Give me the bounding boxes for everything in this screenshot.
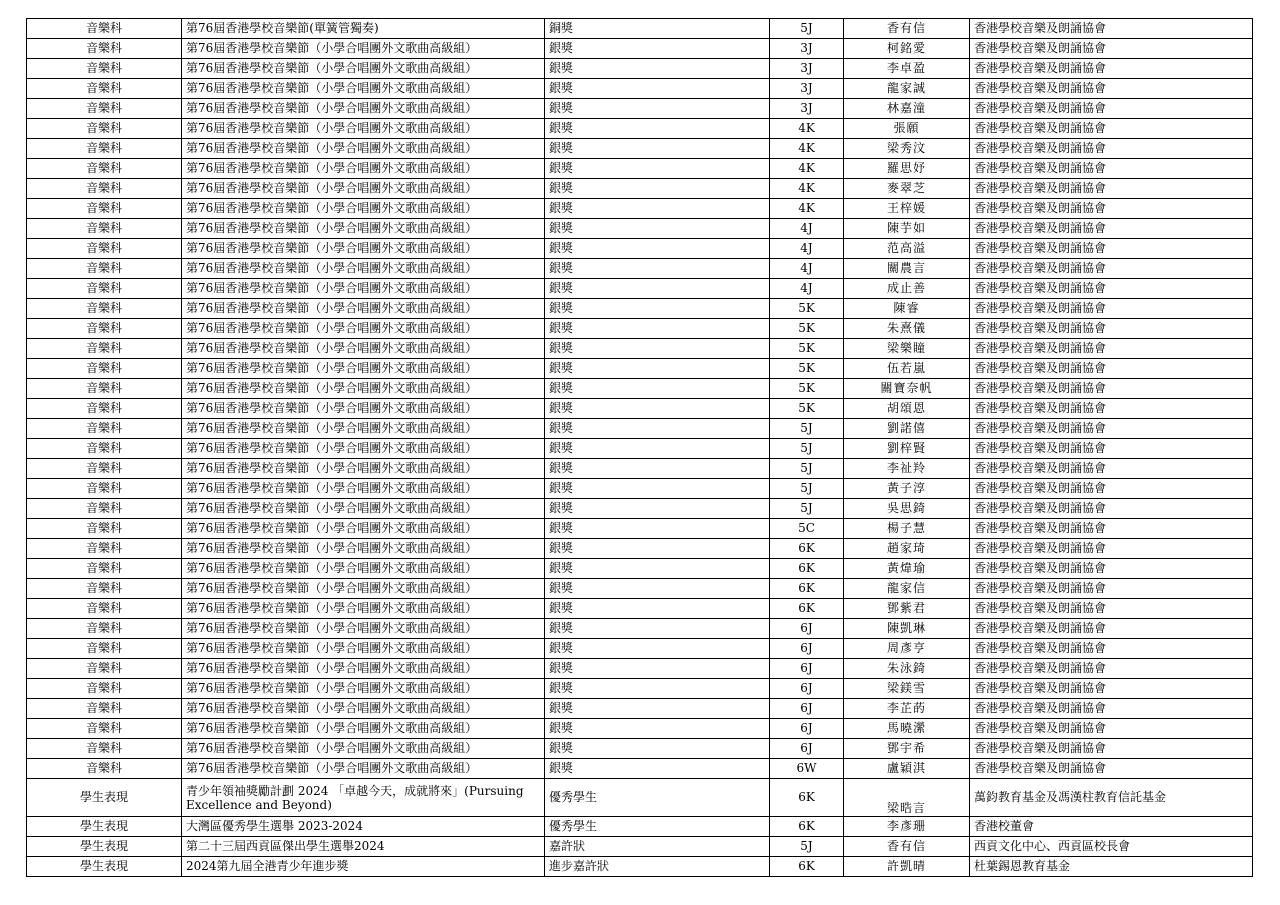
organizer-cell: 香港學校音樂及朗誦協會 [970,719,1253,739]
event-cell: 第76屆香港學校音樂節（小學合唱團外文歌曲高級組） [182,299,545,319]
table-row [27,559,1253,579]
organizer-cell: 香港學校音樂及朗誦協會 [970,419,1253,439]
award-cell: 銀獎 [545,379,770,399]
table-row [27,179,1253,199]
subject-cell: 音樂科 [27,679,182,699]
event-cell: 第76屆香港學校音樂節（小學合唱團外文歌曲高級組） [182,459,545,479]
class-cell: 5K [770,319,844,339]
table-row [27,539,1253,559]
table-row [27,59,1253,79]
event-cell: 第76屆香港學校音樂節（小學合唱團外文歌曲高級組） [182,359,545,379]
subject-cell: 音樂科 [27,159,182,179]
student-name-cell: 羅思妤 [844,159,970,179]
award-cell: 銀獎 [545,499,770,519]
class-cell: 5J [770,439,844,459]
organizer-cell: 香港學校音樂及朗誦協會 [970,659,1253,679]
event-cell: 第76屆香港學校音樂節（小學合唱團外文歌曲高級組） [182,139,545,159]
event-cell: 第76屆香港學校音樂節（小學合唱團外文歌曲高級組） [182,419,545,439]
student-name-cell: 陳睿 [844,299,970,319]
student-name-cell: 李卓盈 [844,59,970,79]
organizer-cell: 香港學校音樂及朗誦協會 [970,759,1253,779]
student-name-cell: 關寶奈帆 [844,379,970,399]
event-cell: 第76屆香港學校音樂節（小學合唱團外文歌曲高級組） [182,159,545,179]
event-cell: 第76屆香港學校音樂節（小學合唱團外文歌曲高級組） [182,479,545,499]
table-row [27,419,1253,439]
event-cell: 第76屆香港學校音樂節(單簧管獨奏) [182,19,545,39]
class-cell: 6K [770,559,844,579]
subject-cell: 音樂科 [27,639,182,659]
student-name-cell: 胡頌恩 [844,399,970,419]
student-name-cell: 黃煒瑜 [844,559,970,579]
table-row [27,339,1253,359]
award-cell: 銀獎 [545,279,770,299]
award-cell: 銀獎 [545,239,770,259]
class-cell: 4K [770,199,844,219]
event-cell: 2024第九屆全港青少年進步獎 [182,857,545,877]
event-cell: 第76屆香港學校音樂節（小學合唱團外文歌曲高級組） [182,399,545,419]
subject-cell: 音樂科 [27,259,182,279]
student-name-cell: 梁鎂雪 [844,679,970,699]
class-cell: 5J [770,19,844,39]
table-row [27,759,1253,779]
award-cell: 銀獎 [545,459,770,479]
organizer-cell: 香港學校音樂及朗誦協會 [970,199,1253,219]
subject-cell: 音樂科 [27,579,182,599]
table-row [27,219,1253,239]
event-cell: 第76屆香港學校音樂節（小學合唱團外文歌曲高級組） [182,199,545,219]
class-cell: 6K [770,539,844,559]
award-cell: 銀獎 [545,399,770,419]
student-name-cell: 鄧紫君 [844,599,970,619]
event-cell: 第76屆香港學校音樂節（小學合唱團外文歌曲高級組） [182,179,545,199]
organizer-cell: 香港學校音樂及朗誦協會 [970,219,1253,239]
subject-cell: 音樂科 [27,559,182,579]
subject-cell: 音樂科 [27,399,182,419]
subject-cell: 音樂科 [27,299,182,319]
event-cell: 第76屆香港學校音樂節（小學合唱團外文歌曲高級組） [182,319,545,339]
subject-cell: 學生表現 [27,817,182,837]
event-cell: 第76屆香港學校音樂節（小學合唱團外文歌曲高級組） [182,119,545,139]
subject-cell: 音樂科 [27,279,182,299]
subject-cell: 音樂科 [27,439,182,459]
organizer-cell: 香港學校音樂及朗誦協會 [970,639,1253,659]
subject-cell: 音樂科 [27,659,182,679]
award-table-body [27,19,1253,877]
event-cell: 第76屆香港學校音樂節（小學合唱團外文歌曲高級組） [182,539,545,559]
table-row [27,837,1253,857]
student-name-cell: 吳思錡 [844,499,970,519]
award-cell: 銀獎 [545,339,770,359]
class-cell: 4K [770,119,844,139]
organizer-cell: 香港學校音樂及朗誦協會 [970,39,1253,59]
event-cell: 第76屆香港學校音樂節（小學合唱團外文歌曲高級組） [182,279,545,299]
award-cell: 銀獎 [545,139,770,159]
class-cell: 5K [770,339,844,359]
award-cell: 銀獎 [545,759,770,779]
subject-cell: 音樂科 [27,139,182,159]
event-cell: 第76屆香港學校音樂節（小學合唱團外文歌曲高級組） [182,639,545,659]
event-cell: 第76屆香港學校音樂節（小學合唱團外文歌曲高級組） [182,39,545,59]
student-name-cell: 黃子淳 [844,479,970,499]
student-name-cell: 關農言 [844,259,970,279]
student-name-cell: 梁秀汶 [844,139,970,159]
class-cell: 6K [770,857,844,877]
student-name-cell: 楊子慧 [844,519,970,539]
award-cell: 銀獎 [545,619,770,639]
event-cell: 第76屆香港學校音樂節（小學合唱團外文歌曲高級組） [182,499,545,519]
award-cell: 銀獎 [545,59,770,79]
award-cell: 銀獎 [545,299,770,319]
class-cell: 6K [770,817,844,837]
table-row [27,439,1253,459]
event-cell: 第76屆香港學校音樂節（小學合唱團外文歌曲高級組） [182,759,545,779]
class-cell: 6J [770,639,844,659]
table-row [27,319,1253,339]
award-cell: 銀獎 [545,739,770,759]
table-row [27,19,1253,39]
table-row [27,857,1253,877]
student-name-cell: 梁晧言 [844,779,970,817]
event-cell: 第76屆香港學校音樂節（小學合唱團外文歌曲高級組） [182,59,545,79]
award-cell: 銀獎 [545,159,770,179]
student-name-cell: 成止善 [844,279,970,299]
organizer-cell: 香港學校音樂及朗誦協會 [970,139,1253,159]
table-row [27,699,1253,719]
subject-cell: 學生表現 [27,779,182,817]
award-cell: 銀獎 [545,319,770,339]
subject-cell: 學生表現 [27,857,182,877]
event-cell: 大灣區優秀學生選舉 2023-2024 [182,817,545,837]
table-row [27,199,1253,219]
organizer-cell: 杜葉錫恩教育基金 [970,857,1253,877]
class-cell: 5J [770,499,844,519]
table-row [27,79,1253,99]
award-cell: 優秀學生 [545,817,770,837]
organizer-cell: 香港學校音樂及朗誦協會 [970,439,1253,459]
subject-cell: 音樂科 [27,39,182,59]
subject-cell: 音樂科 [27,379,182,399]
class-cell: 5J [770,419,844,439]
student-name-cell: 朱泳錡 [844,659,970,679]
organizer-cell: 香港學校音樂及朗誦協會 [970,159,1253,179]
class-cell: 4K [770,159,844,179]
student-name-cell: 劉梓賢 [844,439,970,459]
organizer-cell: 香港學校音樂及朗誦協會 [970,399,1253,419]
event-cell: 第76屆香港學校音樂節（小學合唱團外文歌曲高級組） [182,599,545,619]
organizer-cell: 香港學校音樂及朗誦協會 [970,579,1253,599]
student-name-cell: 梁樂瞳 [844,339,970,359]
award-cell: 銀獎 [545,519,770,539]
table-row [27,379,1253,399]
award-table [26,18,1253,877]
student-name-cell: 周彥亨 [844,639,970,659]
organizer-cell: 香港學校音樂及朗誦協會 [970,739,1253,759]
table-row [27,279,1253,299]
organizer-cell: 香港學校音樂及朗誦協會 [970,539,1253,559]
table-row [27,659,1253,679]
subject-cell: 音樂科 [27,719,182,739]
class-cell: 6J [770,619,844,639]
table-row [27,239,1253,259]
table-row [27,299,1253,319]
class-cell: 4J [770,279,844,299]
class-cell: 3J [770,99,844,119]
organizer-cell: 香港學校音樂及朗誦協會 [970,619,1253,639]
subject-cell: 音樂科 [27,499,182,519]
organizer-cell: 香港學校音樂及朗誦協會 [970,119,1253,139]
table-row [27,499,1253,519]
award-cell: 銀獎 [545,679,770,699]
class-cell: 5K [770,379,844,399]
award-cell: 銀獎 [545,259,770,279]
award-cell: 銅獎 [545,19,770,39]
organizer-cell: 香港學校音樂及朗誦協會 [970,679,1253,699]
organizer-cell: 香港學校音樂及朗誦協會 [970,519,1253,539]
table-row [27,99,1253,119]
table-row [27,639,1253,659]
event-cell: 第76屆香港學校音樂節（小學合唱團外文歌曲高級組） [182,659,545,679]
student-name-cell: 林嘉潼 [844,99,970,119]
subject-cell: 音樂科 [27,519,182,539]
subject-cell: 學生表現 [27,837,182,857]
table-row [27,359,1253,379]
student-name-cell: 李祉羚 [844,459,970,479]
organizer-cell: 香港學校音樂及朗誦協會 [970,599,1253,619]
class-cell: 4J [770,259,844,279]
organizer-cell: 香港學校音樂及朗誦協會 [970,499,1253,519]
award-cell: 銀獎 [545,219,770,239]
subject-cell: 音樂科 [27,739,182,759]
award-cell: 銀獎 [545,699,770,719]
table-row [27,619,1253,639]
subject-cell: 音樂科 [27,619,182,639]
event-cell: 第76屆香港學校音樂節（小學合唱團外文歌曲高級組） [182,739,545,759]
event-cell: 第76屆香港學校音樂節（小學合唱團外文歌曲高級組） [182,99,545,119]
class-cell: 3J [770,39,844,59]
event-cell: 第76屆香港學校音樂節（小學合唱團外文歌曲高級組） [182,559,545,579]
award-cell: 優秀學生 [545,779,770,817]
event-cell: 第76屆香港學校音樂節（小學合唱團外文歌曲高級組） [182,79,545,99]
award-cell: 銀獎 [545,559,770,579]
student-name-cell: 王梓媛 [844,199,970,219]
class-cell: 6K [770,599,844,619]
student-name-cell: 麥翠芝 [844,179,970,199]
class-cell: 5J [770,479,844,499]
award-list-sheet [26,18,1253,877]
award-cell: 銀獎 [545,99,770,119]
table-row [27,459,1253,479]
subject-cell: 音樂科 [27,79,182,99]
organizer-cell: 香港學校音樂及朗誦協會 [970,59,1253,79]
award-cell: 銀獎 [545,479,770,499]
event-cell: 第76屆香港學校音樂節（小學合唱團外文歌曲高級組） [182,219,545,239]
class-cell: 6K [770,779,844,817]
table-row [27,519,1253,539]
table-row [27,259,1253,279]
event-cell: 第76屆香港學校音樂節（小學合唱團外文歌曲高級組） [182,519,545,539]
student-name-cell: 張願 [844,119,970,139]
subject-cell: 音樂科 [27,239,182,259]
student-name-cell: 許凱晴 [844,857,970,877]
subject-cell: 音樂科 [27,179,182,199]
event-cell: 第76屆香港學校音樂節（小學合唱團外文歌曲高級組） [182,339,545,359]
organizer-cell: 香港學校音樂及朗誦協會 [970,339,1253,359]
event-cell: 青少年領袖獎勵計劃 2024 「卓越今天，成就將來」(Pursuing Excellence and Beyond) [182,779,545,817]
organizer-cell: 香港學校音樂及朗誦協會 [970,19,1253,39]
student-name-cell: 劉諾僖 [844,419,970,439]
student-name-cell: 龍家誠 [844,79,970,99]
organizer-cell: 香港學校音樂及朗誦協會 [970,379,1253,399]
organizer-cell: 香港學校音樂及朗誦協會 [970,299,1253,319]
event-cell: 第76屆香港學校音樂節（小學合唱團外文歌曲高級組） [182,379,545,399]
student-name-cell: 趙家琦 [844,539,970,559]
award-cell: 銀獎 [545,439,770,459]
award-cell: 銀獎 [545,359,770,379]
table-row [27,679,1253,699]
organizer-cell: 香港學校音樂及朗誦協會 [970,79,1253,99]
student-name-cell: 李芷菂 [844,699,970,719]
class-cell: 5J [770,837,844,857]
subject-cell: 音樂科 [27,99,182,119]
organizer-cell: 香港學校音樂及朗誦協會 [970,559,1253,579]
class-cell: 6J [770,699,844,719]
student-name-cell: 龍家信 [844,579,970,599]
student-name-cell: 香有信 [844,837,970,857]
table-row [27,39,1253,59]
organizer-cell: 西貢文化中心、西貢區校長會 [970,837,1253,857]
organizer-cell: 香港校董會 [970,817,1253,837]
table-row [27,399,1253,419]
subject-cell: 音樂科 [27,459,182,479]
class-cell: 6W [770,759,844,779]
student-name-cell: 香有信 [844,19,970,39]
award-cell: 銀獎 [545,639,770,659]
class-cell: 5K [770,359,844,379]
table-row [27,479,1253,499]
event-cell: 第二十三屆西貢區傑出學生選舉2024 [182,837,545,857]
award-cell: 銀獎 [545,79,770,99]
student-name-cell: 馬曉瀠 [844,719,970,739]
organizer-cell: 香港學校音樂及朗誦協會 [970,179,1253,199]
class-cell: 6J [770,739,844,759]
table-row [27,779,1253,817]
student-name-cell: 柯銘愛 [844,39,970,59]
table-row [27,817,1253,837]
award-cell: 銀獎 [545,599,770,619]
organizer-cell: 香港學校音樂及朗誦協會 [970,259,1253,279]
class-cell: 4J [770,239,844,259]
award-cell: 銀獎 [545,719,770,739]
subject-cell: 音樂科 [27,339,182,359]
class-cell: 4J [770,219,844,239]
event-cell: 第76屆香港學校音樂節（小學合唱團外文歌曲高級組） [182,439,545,459]
table-row [27,139,1253,159]
award-cell: 銀獎 [545,179,770,199]
award-cell: 銀獎 [545,579,770,599]
subject-cell: 音樂科 [27,219,182,239]
subject-cell: 音樂科 [27,119,182,139]
award-cell: 銀獎 [545,119,770,139]
organizer-cell: 香港學校音樂及朗誦協會 [970,239,1253,259]
organizer-cell: 香港學校音樂及朗誦協會 [970,319,1253,339]
organizer-cell: 香港學校音樂及朗誦協會 [970,359,1253,379]
class-cell: 3J [770,79,844,99]
event-cell: 第76屆香港學校音樂節（小學合唱團外文歌曲高級組） [182,679,545,699]
organizer-cell: 香港學校音樂及朗誦協會 [970,699,1253,719]
class-cell: 3J [770,59,844,79]
event-cell: 第76屆香港學校音樂節（小學合唱團外文歌曲高級組） [182,719,545,739]
subject-cell: 音樂科 [27,599,182,619]
class-cell: 5K [770,399,844,419]
class-cell: 5K [770,299,844,319]
organizer-cell: 香港學校音樂及朗誦協會 [970,279,1253,299]
award-cell: 銀獎 [545,539,770,559]
student-name-cell: 朱熹儀 [844,319,970,339]
table-row [27,719,1253,739]
student-name-cell: 陳凱琳 [844,619,970,639]
organizer-cell: 香港學校音樂及朗誦協會 [970,459,1253,479]
class-cell: 4K [770,179,844,199]
award-cell: 銀獎 [545,39,770,59]
table-row [27,599,1253,619]
class-cell: 6J [770,719,844,739]
student-name-cell: 伍若嵐 [844,359,970,379]
class-cell: 6K [770,579,844,599]
event-cell: 第76屆香港學校音樂節（小學合唱團外文歌曲高級組） [182,699,545,719]
subject-cell: 音樂科 [27,759,182,779]
event-cell: 第76屆香港學校音樂節（小學合唱團外文歌曲高級組） [182,239,545,259]
student-name-cell: 李彥珊 [844,817,970,837]
award-cell: 進步嘉許狀 [545,857,770,877]
subject-cell: 音樂科 [27,359,182,379]
award-cell: 嘉許狀 [545,837,770,857]
award-cell: 銀獎 [545,419,770,439]
class-cell: 6J [770,659,844,679]
student-name-cell: 陳芋如 [844,219,970,239]
subject-cell: 音樂科 [27,59,182,79]
subject-cell: 音樂科 [27,699,182,719]
class-cell: 5J [770,459,844,479]
table-row [27,579,1253,599]
award-cell: 銀獎 [545,659,770,679]
event-cell: 第76屆香港學校音樂節（小學合唱團外文歌曲高級組） [182,579,545,599]
subject-cell: 音樂科 [27,199,182,219]
table-row [27,119,1253,139]
event-cell: 第76屆香港學校音樂節（小學合唱團外文歌曲高級組） [182,259,545,279]
subject-cell: 音樂科 [27,419,182,439]
organizer-cell: 香港學校音樂及朗誦協會 [970,479,1253,499]
subject-cell: 音樂科 [27,539,182,559]
student-name-cell: 鄧宇希 [844,739,970,759]
subject-cell: 音樂科 [27,479,182,499]
class-cell: 4K [770,139,844,159]
event-cell: 第76屆香港學校音樂節（小學合唱團外文歌曲高級組） [182,619,545,639]
class-cell: 6J [770,679,844,699]
subject-cell: 音樂科 [27,319,182,339]
organizer-cell: 萬鈞教育基金及馮漢柱教育信託基金 [970,779,1253,817]
subject-cell: 音樂科 [27,19,182,39]
table-row [27,739,1253,759]
class-cell: 5C [770,519,844,539]
student-name-cell: 范高溢 [844,239,970,259]
student-name-cell: 盧穎淇 [844,759,970,779]
table-row [27,159,1253,179]
organizer-cell: 香港學校音樂及朗誦協會 [970,99,1253,119]
award-cell: 銀獎 [545,199,770,219]
